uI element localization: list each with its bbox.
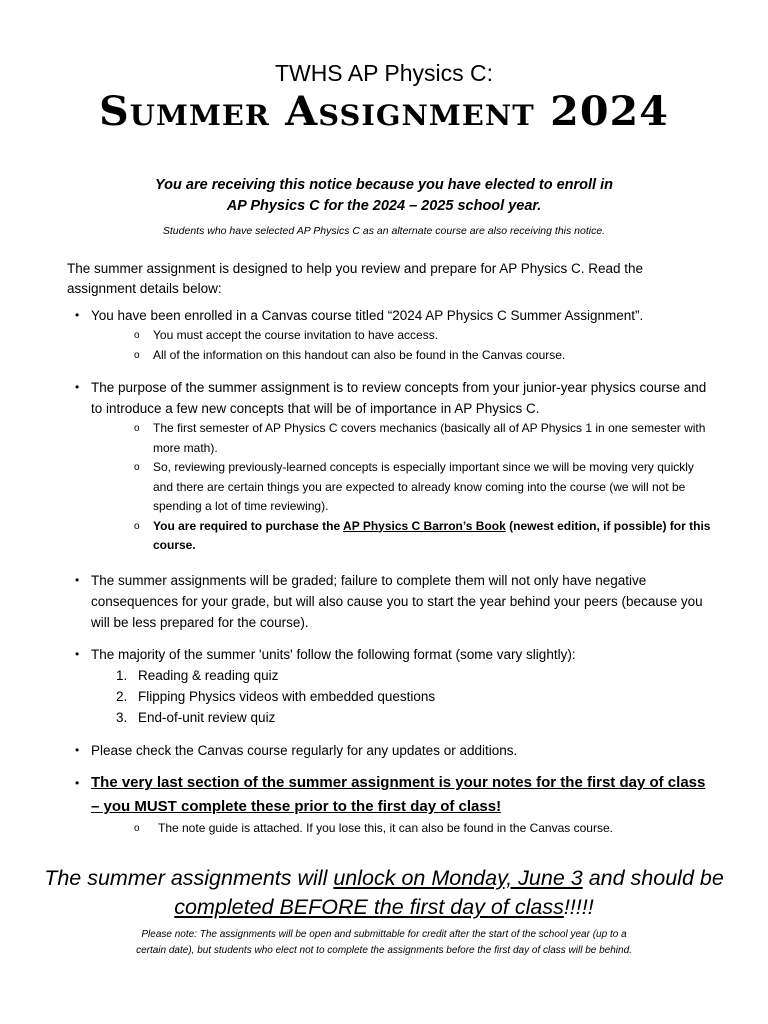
- book-title: AP Physics C Barron’s Book: [343, 518, 506, 533]
- sub-item: o The first semester of AP Physics C covers mechanics (basically all of AP Physics 1 in one semester with more math).: [134, 421, 706, 455]
- list-item: • Please check the Canvas course regularly for any updates or additions.: [67, 740, 717, 761]
- list-item: • The majority of the summer 'units' follow the following format (some vary slightly):: [67, 644, 717, 665]
- enrollment-notice: [0, 175, 768, 217]
- bullet-dot-icon: •: [75, 647, 80, 661]
- circle-bullet-icon: o: [134, 823, 140, 834]
- sub-item: o All of the information on this handout can also be found in the Canvas course.: [67, 346, 717, 366]
- deadline: completed BEFORE the first day of class: [174, 895, 564, 919]
- bullet-purpose: [67, 377, 717, 556]
- numbered-item: 3. End-of-unit review quiz: [116, 710, 276, 725]
- intro-paragraph: The summer assignment is designed to help you review and prepare for AP Physics C. Read the assignment details below:: [67, 261, 644, 296]
- bullet-dot-icon: •: [75, 380, 80, 394]
- circle-bullet-icon: o: [134, 349, 140, 361]
- sub-item-required-book: o You are required to purchase the AP Physics C Barron’s Book (newest edition, if possible) for this course.: [134, 518, 711, 552]
- sub-item: o You must accept the course invitation to have access.: [67, 326, 717, 346]
- unlock-date: unlock on Monday, June 3: [333, 866, 583, 890]
- header-course: TWHS AP Physics C:: [274, 60, 494, 86]
- circle-bullet-icon: o: [134, 330, 140, 341]
- circle-bullet-icon: o: [134, 423, 140, 434]
- list-item: • The summer assignments will be graded; failure to complete them will not only have negative consequences for your grade, but will also cause you to start the year behind your peers (because you will be less prepared for the course).: [67, 570, 717, 633]
- bullet-unit-format: [67, 644, 717, 728]
- bullet-graded: [67, 570, 717, 633]
- circle-bullet-icon: o: [134, 520, 140, 532]
- page-title: Summer Assignment 2024: [99, 88, 669, 135]
- notice-line-1: You are receiving this notice because you have elected to enroll in: [155, 177, 613, 193]
- numbered-item: 2. Flipping Physics videos with embedded questions: [116, 689, 436, 704]
- circle-bullet-icon: o: [134, 462, 140, 473]
- list-item: • You have been enrolled in a Canvas course titled “2024 AP Physics C Summer Assignment”.: [67, 305, 717, 326]
- bullet-dot-icon: •: [75, 308, 80, 322]
- bullet-dot-icon: •: [75, 743, 80, 757]
- alternate-notice: Students who have selected AP Physics C as an alternate course are also receiving this notice.: [162, 225, 606, 237]
- list-item: • The very last section of the summer assignment is your notes for the first day of class – you MUST complete these prior to the first day of class!: [67, 771, 717, 819]
- bullet-dot-icon: •: [75, 776, 80, 790]
- bullet-canvas-enrollment: [67, 305, 717, 365]
- bullet-first-day-notes: [67, 771, 717, 839]
- unlock-statement: The summer assignments will unlock on Monday, June 3 and should be completed BEFORE the first day of class!!!!!: [44, 866, 724, 919]
- numbered-item: 1. Reading & reading quiz: [116, 668, 279, 683]
- list-item: • The purpose of the summer assignment is to review concepts from your junior-year physics course and to introduce a few new concepts that will be of importance in AP Physics C.: [67, 377, 717, 419]
- sub-item: o So, reviewing previously-learned concepts is especially important since we will be moving very quickly and there are certain things you are expected to already know coming into the course (we will not be spending a lot of time reviewing).: [134, 460, 694, 513]
- bullet-check-canvas: [67, 740, 717, 761]
- sub-item: o The note guide is attached. If you lose this, it can also be found in the Canvas course.: [67, 819, 717, 839]
- notice-line-2: AP Physics C for the 2024 – 2025 school year.: [226, 198, 542, 214]
- bullet-dot-icon: •: [75, 573, 80, 587]
- please-note: Please note: The assignments will be open and submittable for credit after the start of the school year (up to a certain date), but students who elect not to complete the assignments before the first day of class will be behind.: [136, 929, 632, 956]
